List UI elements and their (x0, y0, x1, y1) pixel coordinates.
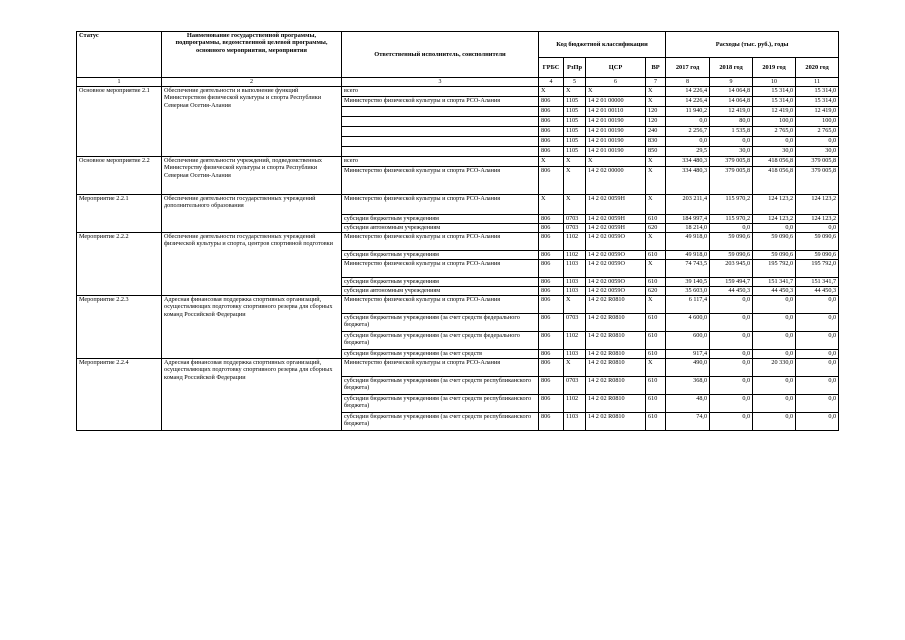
status-cell: Мероприятие 2.2.1 (77, 195, 162, 233)
rzpr-cell: 1105 (564, 147, 586, 157)
header-year: 2017 год (666, 58, 710, 78)
header-status: Статус (77, 32, 162, 78)
amount-cell: 0,0 (710, 332, 753, 350)
amount-cell: 1 535,8 (710, 127, 753, 137)
csr-cell: 14 2 01 00190 (586, 147, 646, 157)
amount-cell: 124 123,2 (753, 195, 796, 215)
column-number: 4 (539, 78, 564, 87)
grbs-cell: 806 (539, 287, 564, 296)
amount-cell: 379 005,8 (710, 157, 753, 167)
amount-cell: 0,0 (796, 314, 839, 332)
header-grbs: ГРБС (539, 58, 564, 78)
amount-cell: 30,0 (796, 147, 839, 157)
vr-cell: X (646, 87, 666, 97)
csr-cell: 14 2 02 0059О (586, 251, 646, 260)
amount-cell: 4 600,0 (666, 314, 710, 332)
amount-cell: 20 330,0 (753, 359, 796, 377)
grbs-cell: X (539, 195, 564, 215)
amount-cell: 0,0 (753, 137, 796, 147)
amount-cell: 59 090,6 (796, 233, 839, 251)
grbs-cell: 806 (539, 359, 564, 377)
table-body (77, 87, 839, 431)
amount-cell: 0,0 (753, 377, 796, 395)
vr-cell: X (646, 97, 666, 107)
expenses-table (76, 31, 839, 431)
amount-cell: 418 056,8 (753, 167, 796, 195)
amount-cell: 48,0 (666, 395, 710, 413)
amount-cell: 44 450,3 (710, 287, 753, 296)
executor-cell: субсидии бюджетным учреждениям (за счет средств республиканского бюджета) (342, 413, 539, 431)
amount-cell: 0,0 (796, 137, 839, 147)
amount-cell: 184 997,4 (666, 215, 710, 224)
vr-cell: 610 (646, 413, 666, 431)
rzpr-cell: 1102 (564, 251, 586, 260)
vr-cell: X (646, 296, 666, 314)
executor-cell (342, 127, 539, 137)
vr-cell: 610 (646, 314, 666, 332)
csr-cell: X (586, 157, 646, 167)
executor-cell: субсидии бюджетным учреждениям (342, 251, 539, 260)
header-year: 2020 год (796, 58, 839, 78)
column-numbers-row (77, 78, 839, 87)
header-name: Наименование государственной программы, подпрограммы, ведомственной целевой программы, основного мероприятия, мероприятия (162, 32, 342, 78)
column-number: 2 (162, 78, 342, 87)
amount-cell: 0,0 (753, 314, 796, 332)
csr-cell: 14 2 02 0059О (586, 287, 646, 296)
grbs-cell: 806 (539, 224, 564, 233)
column-number: 6 (586, 78, 646, 87)
amount-cell: 0,0 (710, 377, 753, 395)
executor-cell: субсидии бюджетным учреждениям (за счет средств (342, 350, 539, 359)
grbs-cell: 806 (539, 350, 564, 359)
amount-cell: 151 341,7 (796, 278, 839, 287)
rzpr-cell: 1105 (564, 137, 586, 147)
grbs-cell: 806 (539, 314, 564, 332)
amount-cell: 14 064,8 (710, 87, 753, 97)
column-number: 10 (753, 78, 796, 87)
rzpr-cell: 0703 (564, 314, 586, 332)
name-cell: Обеспечение деятельности и выполнение функций Министерством физической культуры и спорта Республики Северная Осетия-Алания (162, 87, 342, 157)
vr-cell: 850 (646, 147, 666, 157)
amount-cell: 0,0 (710, 137, 753, 147)
amount-cell: 12 419,0 (710, 107, 753, 117)
amount-cell: 0,0 (796, 296, 839, 314)
amount-cell: 29,5 (666, 147, 710, 157)
vr-cell: 120 (646, 117, 666, 127)
rzpr-cell: 1105 (564, 107, 586, 117)
rzpr-cell: 1103 (564, 350, 586, 359)
executor-cell (342, 147, 539, 157)
executor-cell: Министерство физической культуры и спорта РСО-Алания (342, 359, 539, 377)
amount-cell: 30,0 (753, 147, 796, 157)
rzpr-cell: 1102 (564, 233, 586, 251)
rzpr-cell: 1103 (564, 287, 586, 296)
rzpr-cell: 1102 (564, 332, 586, 350)
amount-cell: 0,0 (753, 413, 796, 431)
amount-cell: 15 314,0 (796, 97, 839, 107)
amount-cell: 0,0 (796, 350, 839, 359)
executor-cell: Министерство физической культуры и спорта РСО-Алания (342, 296, 539, 314)
header-kbk: Код бюджетной классификации (539, 32, 666, 58)
csr-cell: 14 2 02 0059Н (586, 224, 646, 233)
amount-cell: 917,4 (666, 350, 710, 359)
amount-cell: 0,0 (753, 395, 796, 413)
rzpr-cell: 0703 (564, 215, 586, 224)
rzpr-cell: 0703 (564, 377, 586, 395)
csr-cell: 14 2 02 0059Н (586, 195, 646, 215)
grbs-cell: 806 (539, 377, 564, 395)
amount-cell: 0,0 (666, 117, 710, 127)
executor-cell: субсидии бюджетным учреждениям (за счет средств федерального бюджета) (342, 314, 539, 332)
executor-cell: субсидии бюджетным учреждениям (342, 215, 539, 224)
rzpr-cell: 0703 (564, 224, 586, 233)
amount-cell: 2 765,0 (753, 127, 796, 137)
header-vr: ВР (646, 58, 666, 78)
csr-cell: 14 2 01 00110 (586, 107, 646, 117)
grbs-cell: 806 (539, 107, 564, 117)
executor-cell: субсидии бюджетным учреждениям (342, 278, 539, 287)
amount-cell: 2 256,7 (666, 127, 710, 137)
column-number: 11 (796, 78, 839, 87)
name-cell: Адресная финансовая поддержка спортивных организаций, осуществляющих подготовку спортивного резерва для сборных команд Российской Федерации (162, 296, 342, 359)
amount-cell: 418 056,8 (753, 157, 796, 167)
amount-cell: 379 005,8 (796, 157, 839, 167)
amount-cell: 0,0 (753, 332, 796, 350)
csr-cell: 14 2 02 R0810 (586, 413, 646, 431)
table-row (77, 195, 839, 215)
csr-cell: X (586, 87, 646, 97)
amount-cell: 15 314,0 (753, 97, 796, 107)
vr-cell: 610 (646, 350, 666, 359)
rzpr-cell: 1103 (564, 278, 586, 287)
rzpr-cell: 1105 (564, 117, 586, 127)
amount-cell: 490,0 (666, 359, 710, 377)
header-year: 2019 год (753, 58, 796, 78)
grbs-cell: 806 (539, 117, 564, 127)
csr-cell: 14 2 02 R0810 (586, 395, 646, 413)
grbs-cell: 806 (539, 413, 564, 431)
column-number: 5 (564, 78, 586, 87)
executor-cell: Министерство физической культуры и спорта РСО-Алания (342, 167, 539, 195)
csr-cell: 14 2 02 00000 (586, 167, 646, 195)
amount-cell: 74 743,5 (666, 260, 710, 278)
amount-cell: 100,0 (796, 117, 839, 127)
header-expenses: Расходы (тыс. руб.), годы (666, 32, 839, 58)
amount-cell: 59 090,6 (753, 233, 796, 251)
vr-cell: 240 (646, 127, 666, 137)
vr-cell: X (646, 167, 666, 195)
grbs-cell: 806 (539, 137, 564, 147)
vr-cell: X (646, 260, 666, 278)
amount-cell: 100,0 (753, 117, 796, 127)
grbs-cell: 806 (539, 147, 564, 157)
status-cell: Мероприятие 2.2.4 (77, 359, 162, 431)
column-number: 9 (710, 78, 753, 87)
csr-cell: 14 2 02 0059Н (586, 215, 646, 224)
name-cell: Обеспечение деятельности государственных учреждений дополнительного образования (162, 195, 342, 233)
amount-cell: 124 123,2 (796, 215, 839, 224)
status-cell: Мероприятие 2.2.2 (77, 233, 162, 296)
csr-cell: 14 2 02 R0810 (586, 377, 646, 395)
grbs-cell: 806 (539, 332, 564, 350)
rzpr-cell: 1102 (564, 395, 586, 413)
csr-cell: 14 2 02 R0810 (586, 314, 646, 332)
rzpr-cell: 1105 (564, 127, 586, 137)
amount-cell: 0,0 (796, 359, 839, 377)
amount-cell: 59 090,6 (796, 251, 839, 260)
rzpr-cell: X (564, 167, 586, 195)
amount-cell: 379 005,8 (796, 167, 839, 195)
vr-cell: 610 (646, 251, 666, 260)
amount-cell: 203 211,4 (666, 195, 710, 215)
vr-cell: 610 (646, 278, 666, 287)
header-csr: ЦСР (586, 58, 646, 78)
document-page (76, 31, 839, 431)
executor-cell: Министерство физической культуры и спорта РСО-Алания (342, 97, 539, 107)
amount-cell: 35 603,0 (666, 287, 710, 296)
executor-cell: субсидии автономным учреждениям (342, 287, 539, 296)
grbs-cell: 806 (539, 215, 564, 224)
amount-cell: 49 918,0 (666, 233, 710, 251)
amount-cell: 124 123,2 (796, 195, 839, 215)
amount-cell: 59 090,6 (753, 251, 796, 260)
executor-cell: всего (342, 87, 539, 97)
vr-cell: X (646, 195, 666, 215)
grbs-cell: 806 (539, 127, 564, 137)
column-number: 7 (646, 78, 666, 87)
grbs-cell: X (539, 87, 564, 97)
amount-cell: 0,0 (753, 296, 796, 314)
executor-cell (342, 117, 539, 127)
amount-cell: 11 940,2 (666, 107, 710, 117)
amount-cell: 379 005,8 (710, 167, 753, 195)
amount-cell: 44 450,3 (796, 287, 839, 296)
csr-cell: 14 2 02 R0810 (586, 332, 646, 350)
executor-cell (342, 107, 539, 117)
vr-cell: X (646, 359, 666, 377)
csr-cell: 14 2 02 R0810 (586, 350, 646, 359)
executor-cell: субсидии бюджетным учреждениям (за счет средств федерального бюджета) (342, 332, 539, 350)
vr-cell: X (646, 157, 666, 167)
amount-cell: 203 945,0 (710, 260, 753, 278)
grbs-cell: 806 (539, 233, 564, 251)
amount-cell: 195 792,0 (753, 260, 796, 278)
amount-cell: 368,0 (666, 377, 710, 395)
column-number: 3 (342, 78, 539, 87)
amount-cell: 159 494,7 (710, 278, 753, 287)
amount-cell: 334 480,3 (666, 157, 710, 167)
csr-cell: 14 2 02 0059О (586, 260, 646, 278)
amount-cell: 12 419,0 (796, 107, 839, 117)
column-number: 8 (666, 78, 710, 87)
amount-cell: 14 226,4 (666, 97, 710, 107)
csr-cell: 14 2 02 0059О (586, 233, 646, 251)
amount-cell: 59 090,6 (710, 251, 753, 260)
amount-cell: 0,0 (796, 377, 839, 395)
csr-cell: 14 2 01 00000 (586, 97, 646, 107)
executor-cell (342, 137, 539, 147)
amount-cell: 6 117,4 (666, 296, 710, 314)
vr-cell: X (646, 233, 666, 251)
csr-cell: 14 2 02 0059О (586, 278, 646, 287)
rzpr-cell: 1103 (564, 413, 586, 431)
grbs-cell: 806 (539, 97, 564, 107)
amount-cell: 151 341,7 (753, 278, 796, 287)
amount-cell: 0,0 (666, 137, 710, 147)
amount-cell: 0,0 (796, 332, 839, 350)
table-row (77, 233, 839, 251)
csr-cell: 14 2 01 00190 (586, 117, 646, 127)
table-row (77, 359, 839, 377)
amount-cell: 30,0 (710, 147, 753, 157)
vr-cell: 830 (646, 137, 666, 147)
rzpr-cell: X (564, 87, 586, 97)
name-cell: Обеспечение деятельности государственных учреждений физической культуры и спорта, центров спортивной подготовки (162, 233, 342, 296)
amount-cell: 0,0 (710, 350, 753, 359)
status-cell: Основное мероприятие 2.1 (77, 87, 162, 157)
amount-cell: 44 450,3 (753, 287, 796, 296)
amount-cell: 0,0 (710, 359, 753, 377)
amount-cell: 59 090,6 (710, 233, 753, 251)
amount-cell: 0,0 (753, 350, 796, 359)
amount-cell: 12 419,0 (753, 107, 796, 117)
executor-cell: субсидии бюджетным учреждениям (за счет средств республиканского бюджета) (342, 377, 539, 395)
grbs-cell: 806 (539, 251, 564, 260)
amount-cell: 80,0 (710, 117, 753, 127)
vr-cell: 610 (646, 215, 666, 224)
amount-cell: 0,0 (710, 314, 753, 332)
amount-cell: 0,0 (753, 224, 796, 233)
rzpr-cell: X (564, 195, 586, 215)
table-row (77, 157, 839, 167)
amount-cell: 74,0 (666, 413, 710, 431)
executor-cell: Министерство физической культуры и спорта РСО-Алания (342, 233, 539, 251)
header-executor: Ответственный исполнитель, соисполнители (342, 32, 539, 78)
amount-cell: 2 765,0 (796, 127, 839, 137)
table-row (77, 87, 839, 97)
amount-cell: 0,0 (796, 224, 839, 233)
amount-cell: 39 140,5 (666, 278, 710, 287)
rzpr-cell: X (564, 157, 586, 167)
vr-cell: 610 (646, 332, 666, 350)
amount-cell: 14 226,4 (666, 87, 710, 97)
csr-cell: 14 2 01 00190 (586, 127, 646, 137)
rzpr-cell: X (564, 359, 586, 377)
executor-cell: Министерство физической культуры и спорта РСО-Алания (342, 260, 539, 278)
amount-cell: 0,0 (710, 413, 753, 431)
amount-cell: 334 480,3 (666, 167, 710, 195)
table-row (77, 296, 839, 314)
amount-cell: 0,0 (710, 224, 753, 233)
executor-cell: субсидии автономным учреждениям (342, 224, 539, 233)
executor-cell: Министерство физической культуры и спорта РСО-Алания (342, 195, 539, 215)
amount-cell: 195 792,0 (796, 260, 839, 278)
amount-cell: 0,0 (796, 413, 839, 431)
grbs-cell: 806 (539, 167, 564, 195)
amount-cell: 124 123,2 (753, 215, 796, 224)
rzpr-cell: 1103 (564, 260, 586, 278)
grbs-cell: 806 (539, 296, 564, 314)
amount-cell: 115 970,2 (710, 195, 753, 215)
amount-cell: 0,0 (710, 296, 753, 314)
amount-cell: 49 918,0 (666, 251, 710, 260)
header-year: 2018 год (710, 58, 753, 78)
amount-cell: 600,0 (666, 332, 710, 350)
executor-cell: субсидии бюджетным учреждениям (за счет средств республиканского бюджета) (342, 395, 539, 413)
vr-cell: 610 (646, 377, 666, 395)
vr-cell: 610 (646, 395, 666, 413)
name-cell: Обеспечение деятельности учреждений, подведомственных Министерству физической культуры и спорта Республики Северная Осетия-Алания (162, 157, 342, 195)
vr-cell: 620 (646, 287, 666, 296)
amount-cell: 14 064,8 (710, 97, 753, 107)
status-cell: Мероприятие 2.2.3 (77, 296, 162, 359)
amount-cell: 0,0 (710, 395, 753, 413)
grbs-cell: X (539, 157, 564, 167)
status-cell: Основное мероприятие 2.2 (77, 157, 162, 195)
rzpr-cell: 1105 (564, 97, 586, 107)
rzpr-cell: X (564, 296, 586, 314)
grbs-cell: 806 (539, 278, 564, 287)
csr-cell: 14 2 02 R0810 (586, 296, 646, 314)
header-rzpr: РзПр (564, 58, 586, 78)
name-cell: Адресная финансовая поддержка спортивных организаций, осуществляющих подготовку спортивного резерва для сборных команд Российской Федерации (162, 359, 342, 431)
amount-cell: 115 970,2 (710, 215, 753, 224)
amount-cell: 18 214,0 (666, 224, 710, 233)
vr-cell: 620 (646, 224, 666, 233)
amount-cell: 15 314,0 (753, 87, 796, 97)
grbs-cell: 806 (539, 395, 564, 413)
csr-cell: 14 2 02 R0810 (586, 359, 646, 377)
grbs-cell: 806 (539, 260, 564, 278)
amount-cell: 0,0 (796, 395, 839, 413)
vr-cell: 120 (646, 107, 666, 117)
column-number: 1 (77, 78, 162, 87)
executor-cell: всего (342, 157, 539, 167)
csr-cell: 14 2 01 00190 (586, 137, 646, 147)
amount-cell: 15 314,0 (796, 87, 839, 97)
